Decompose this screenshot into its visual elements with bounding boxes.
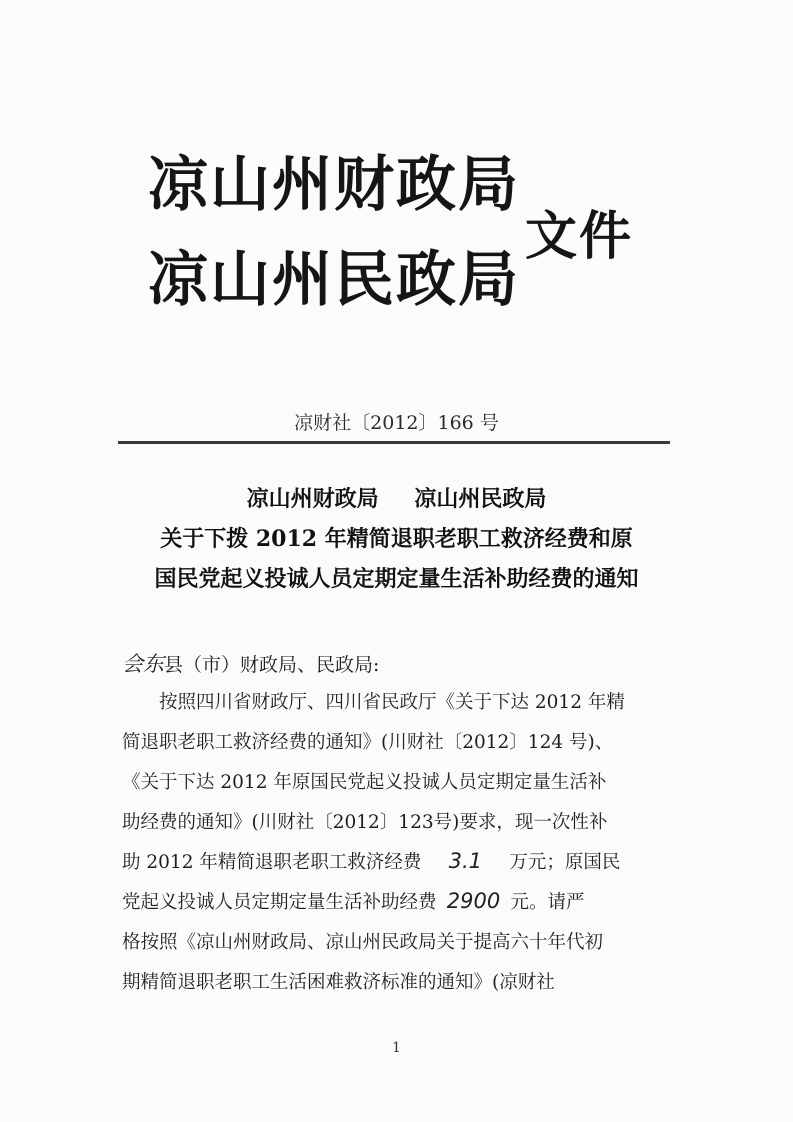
line5-text-after: 万元；原国民: [509, 852, 621, 873]
handwritten-amount-1: 3.1: [448, 849, 483, 873]
body-line-1: 按照四川省财政厅、四川省民政厅《关于下达 2012 年精: [159, 692, 625, 713]
body-line-4: 助经费的通知》(川财社〔2012〕123号)要求，现一次性补: [122, 812, 608, 833]
title-line-2: 关于下拨 2012 年精简退职老职工救济经费和原: [160, 526, 633, 552]
page-number: 1: [392, 1040, 401, 1056]
document-number: 凉财社〔2012〕166 号: [294, 412, 499, 434]
handwritten-amount-2: 2900: [446, 889, 501, 913]
body-line-6: [122, 888, 674, 914]
body-line-5: [122, 848, 674, 874]
title-line-3: 国民党起义投诚人员定期定量生活补助经费的通知: [154, 566, 639, 592]
body-line-2: 简退职老职工救济经费的通知》(川财社〔2012〕124 号)、: [122, 732, 614, 753]
title-line-1: 凉山州财政局 凉山州民政局: [246, 486, 547, 512]
header-divider: [118, 441, 670, 444]
line6-text-after: 元。请严: [510, 892, 585, 913]
addressee-handwritten: 会东: [122, 652, 164, 676]
addressee-printed: 县（市）财政局、民政局:: [164, 654, 380, 676]
issuing-org-finance: 凉山州财政局: [148, 150, 520, 220]
body-line-8: 期精简退职老职工生活困难救济标准的通知》(凉财社: [122, 972, 555, 993]
issuing-org-civil-affairs: 凉山州民政局: [148, 245, 520, 315]
document-type-label: 文件: [525, 207, 634, 267]
line5-text-before: 助 2012 年精简退职老职工救济经费: [122, 852, 422, 873]
line6-text-before: 党起义投诚人员定期定量生活补助经费: [122, 892, 437, 913]
addressee: [122, 648, 379, 678]
body-line-7: 格按照《凉山州财政局、凉山州民政局关于提高六十年代初: [122, 932, 604, 953]
body-line-3: 《关于下达 2012 年原国民党起义投诚人员定期定量生活补: [122, 772, 607, 793]
